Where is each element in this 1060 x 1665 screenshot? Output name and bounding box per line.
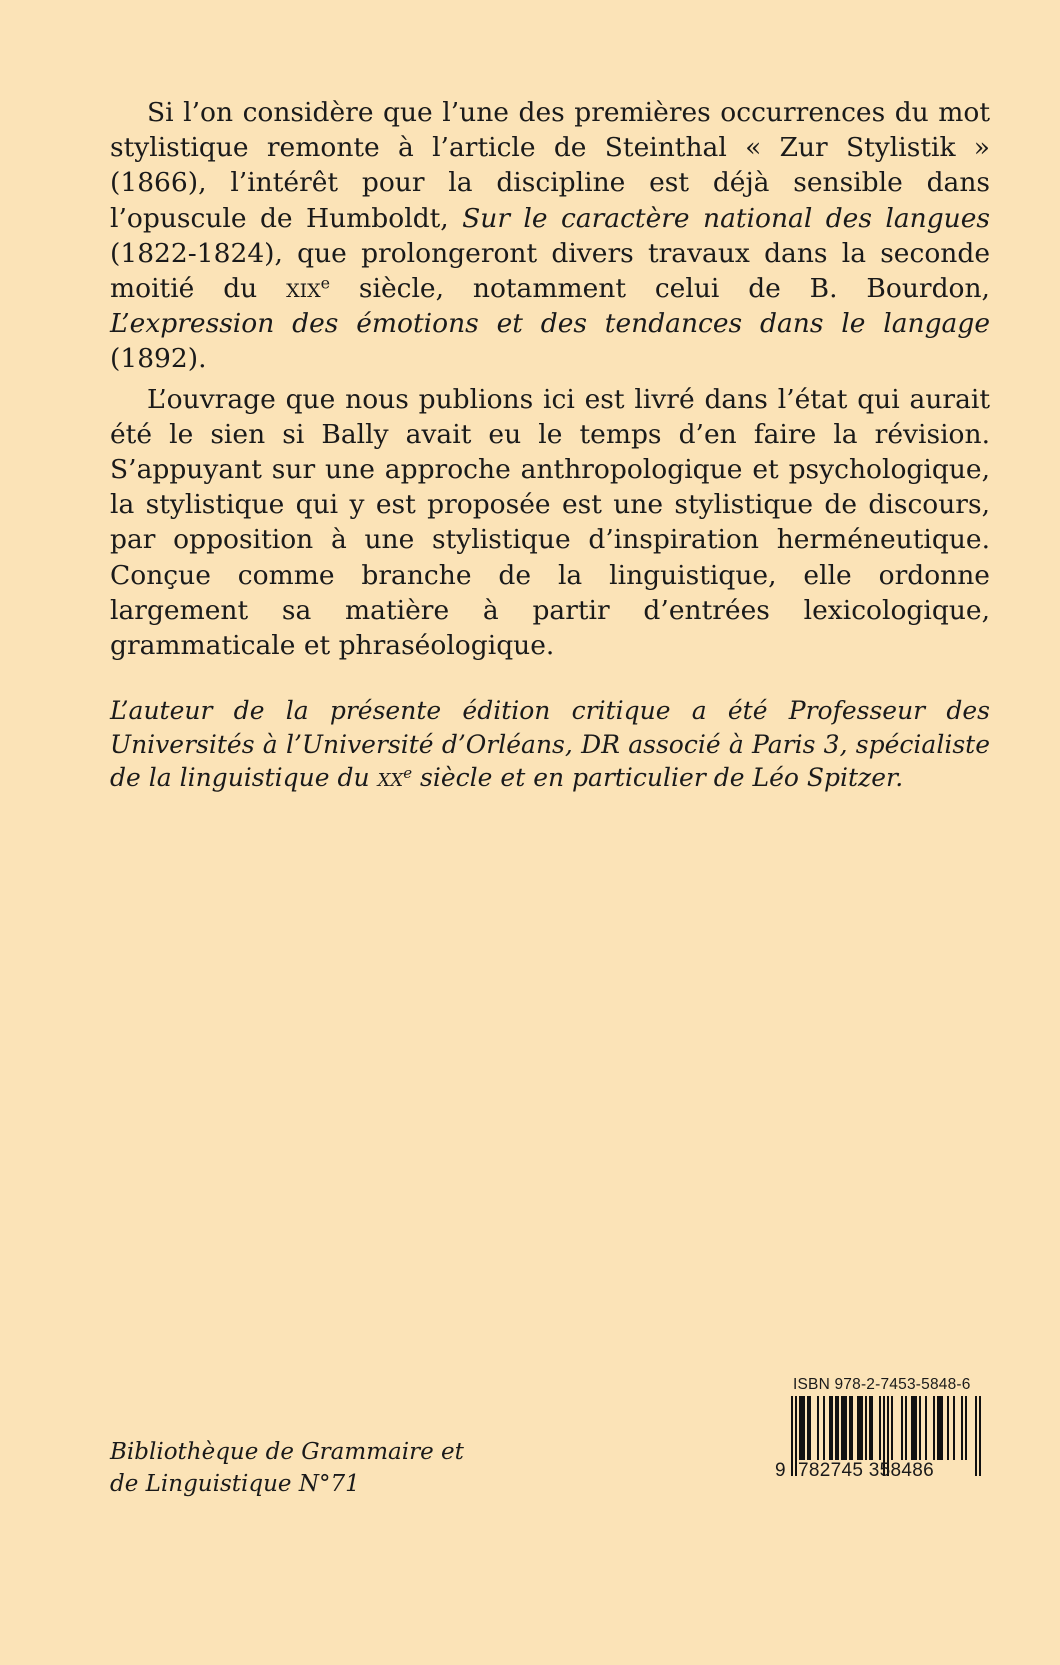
barcode-bar	[947, 1396, 949, 1460]
barcode-bar	[925, 1396, 927, 1460]
author-note-text-2: siècle et en particulier de Léo Spitzer.	[412, 763, 904, 792]
barcode-bar	[831, 1396, 833, 1460]
collection-line-1: Bibliothèque de Grammaire et	[110, 1439, 464, 1465]
barcode-bar	[837, 1396, 839, 1460]
barcode-bar	[915, 1396, 917, 1460]
paragraph-history-text-1: Si l’on considère que l’une des premières occurrences du mot stylistique remonte à l’article de Steinthal « Zur Stylistik » (1866), l’intérêt pour la discipline est déjà sensible dans l’opuscule de Humboldt,	[110, 97, 990, 234]
barcode-bar	[901, 1396, 903, 1460]
title-bourdon: L’expression des émotions et des tendances dans le langage	[110, 308, 990, 340]
barcode-bar	[799, 1396, 801, 1460]
paragraph-history-text-4: (1892).	[110, 343, 207, 375]
century-numeral: xix	[286, 273, 321, 305]
paragraph-history	[110, 95, 990, 377]
barcode-bar	[879, 1396, 881, 1460]
barcode-bar	[823, 1396, 825, 1460]
barcode-bar	[937, 1396, 939, 1460]
barcode-bar	[851, 1396, 853, 1460]
author-note	[110, 694, 990, 795]
barcode-bar	[861, 1396, 863, 1460]
paragraph-history-text-3: siècle, notamment celui de B. Bourdon,	[330, 273, 990, 305]
barcode-bar	[975, 1396, 977, 1476]
barcode-bar	[865, 1396, 867, 1460]
barcode-bar	[965, 1396, 967, 1460]
barcode-bar	[857, 1396, 859, 1460]
barcode-bar	[829, 1396, 831, 1460]
barcode-bar	[953, 1396, 955, 1460]
isbn-label: ISBN 978-2-7453-5848-6	[793, 1376, 971, 1393]
barcode-bar	[905, 1396, 907, 1460]
barcode-bar	[961, 1396, 963, 1460]
barcode-bar	[913, 1396, 915, 1460]
author-century-superscript: e	[403, 763, 413, 782]
title-humboldt: Sur le caractère national des langues	[462, 202, 991, 234]
ean-rest-digits: 782745 358486	[798, 1460, 934, 1481]
isbn-block	[771, 1376, 989, 1481]
barcode-bar	[843, 1396, 845, 1460]
paragraph-history-text-2: (1822-1824), que prolongeront divers travaux dans la seconde moitié du	[110, 237, 990, 305]
barcode-bar	[845, 1396, 847, 1460]
barcode-bar	[869, 1396, 871, 1460]
paragraph-work: L’ouvrage que nous publions ici est livré dans l’état qui aurait été le sien si Bally avait eu le temps d’en faire la révision. S’appuyant sur une approche anthropologique et psychologique, la stylistique qui y est proposée est une stylistique de discours, par opposition à une stylistique d’inspiration herméneutique. Conçue comme branche de la linguistique, elle ordonne largement sa matière à partir d’entrées lexicologique, grammaticale et phraséologique.	[110, 383, 990, 662]
barcode-bar	[941, 1396, 943, 1460]
century-superscript: e	[320, 273, 331, 293]
collection-line-2: de Linguistique N°71	[110, 1471, 360, 1497]
barcode-bar	[849, 1396, 851, 1460]
barcode-bar	[933, 1396, 935, 1460]
barcode-bar	[809, 1396, 811, 1460]
barcode-bar	[979, 1396, 981, 1476]
barcode-bar	[919, 1396, 921, 1460]
author-century-numeral: xx	[377, 763, 404, 792]
barcode-bar	[795, 1396, 797, 1476]
barcode-bar	[859, 1396, 861, 1460]
barcode-bar	[803, 1396, 805, 1460]
barcode-bar	[807, 1396, 809, 1460]
barcode-bar	[891, 1396, 893, 1460]
collection-name	[110, 1436, 464, 1500]
barcode-bar	[841, 1396, 843, 1460]
author-note-text-1: L’auteur de la présente édition critique a été Professeur des Universités à l’Université d’Orléans, DR associé à Paris 3, spécialiste de la linguistique du	[110, 696, 990, 792]
barcode-bar	[801, 1396, 803, 1460]
barcode-bar	[817, 1396, 819, 1460]
barcode-bar	[911, 1396, 913, 1460]
barcode-bar	[835, 1396, 837, 1460]
barcode-bar	[791, 1396, 793, 1476]
ean-first-digit: 9	[775, 1460, 786, 1481]
barcode-bar	[871, 1396, 873, 1460]
main-description	[110, 95, 990, 663]
barcode-bar	[939, 1396, 941, 1460]
